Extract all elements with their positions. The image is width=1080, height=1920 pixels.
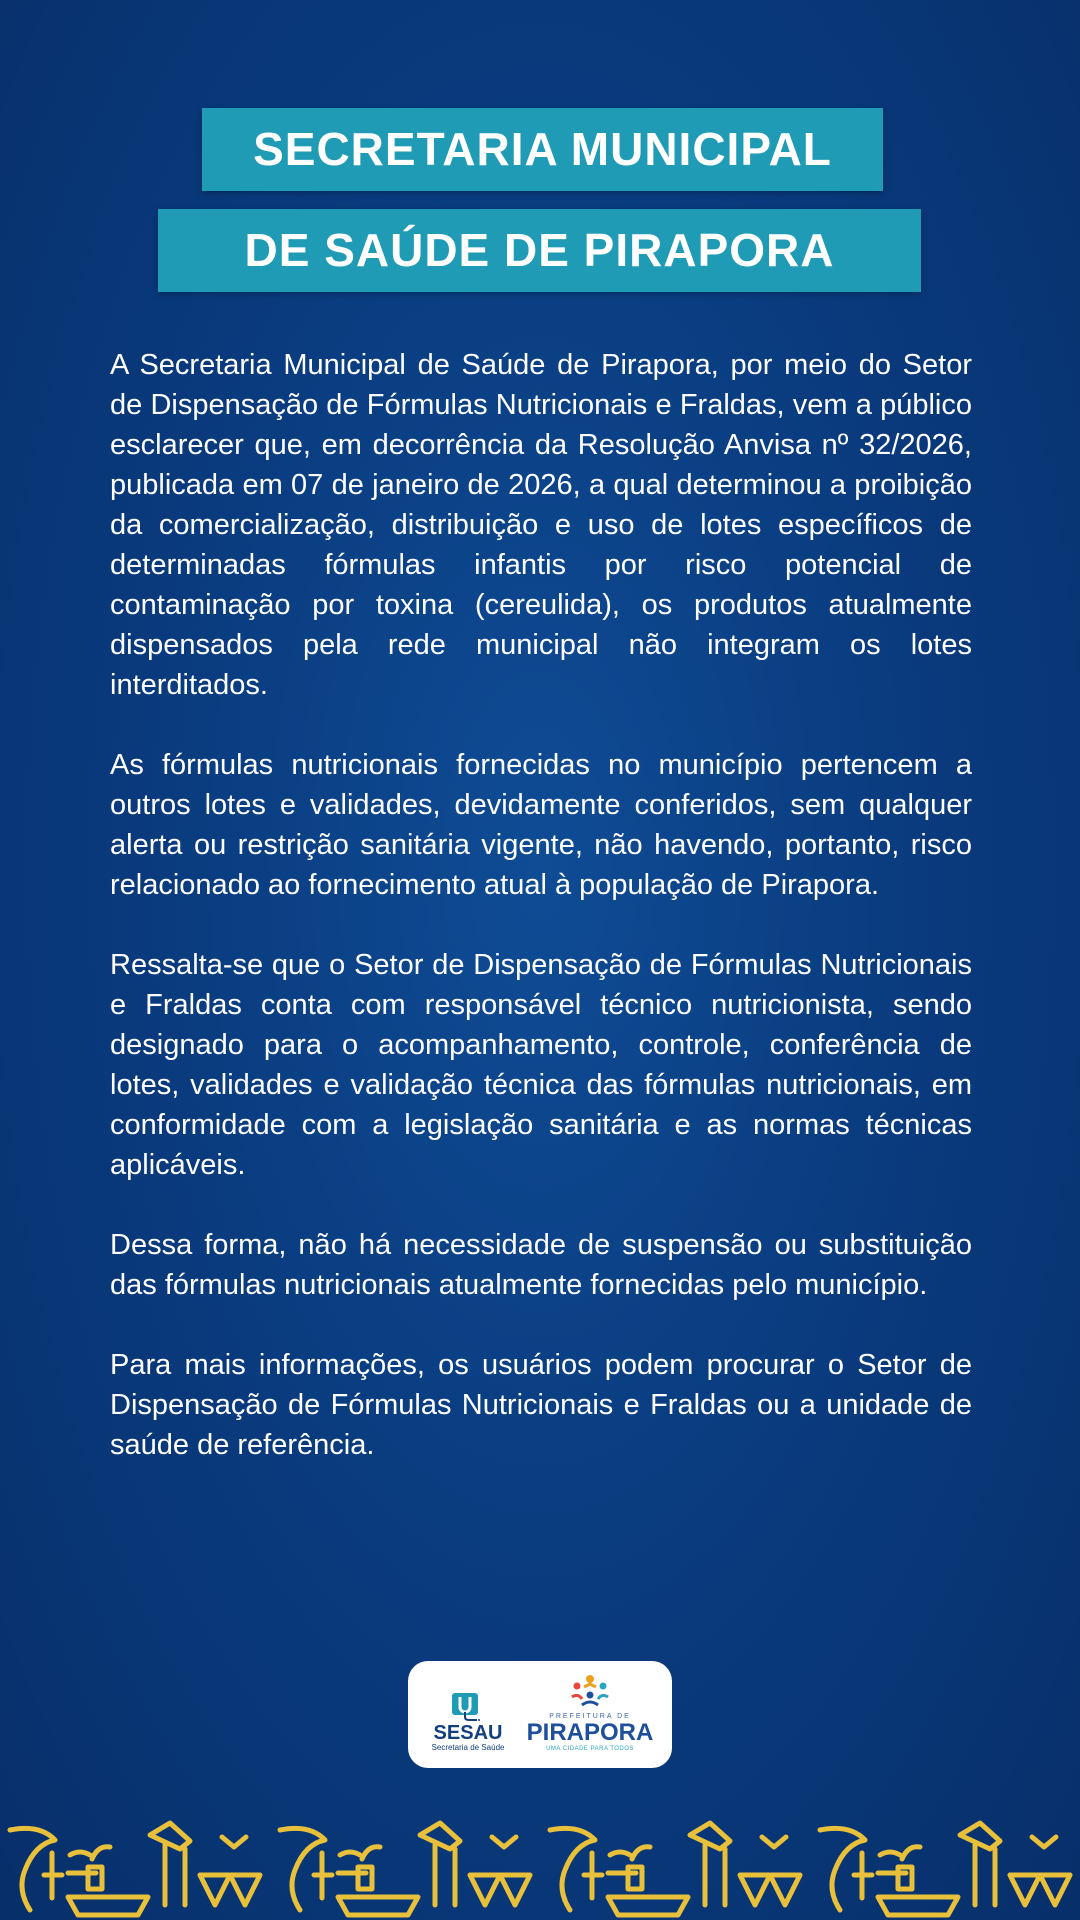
paragraph-technical-responsible: Ressalta-se que o Setor de Dispensação de Fórmulas Nutricionais e Fraldas conta com responsável técnico nutricionista, sendo designado para o acompanhamento, controle, conferência de lotes, validades e validação técnica das fórmulas nutricionais, em conformidade com a legislação sanitária e as normas técnicas aplicáveis. xyxy=(110,949,972,1181)
sesau-logo-icon xyxy=(446,1691,490,1721)
pirapora-logo-icon xyxy=(568,1673,612,1711)
sesau-logo xyxy=(430,1691,506,1753)
sesau-logo-subtitle: Secretaria de Saúde xyxy=(431,1743,505,1752)
pirapora-logo-name: PIRAPORA xyxy=(526,1719,654,1746)
logos-card xyxy=(408,1661,672,1768)
paragraph-lots: As fórmulas nutricionais fornecidas no município pertencem a outros lotes e validades, devidamente conferidos, sem qualquer alerta ou restrição sanitária vigente, não havendo, portanto, risco relacionado ao fornecimento atual à população de Pirapora. xyxy=(110,749,972,901)
page-title-line-1: SECRETARIA MUNICIPAL xyxy=(202,108,883,191)
pirapora-logo-prefix: PREFEITURA DE xyxy=(549,1713,631,1720)
page-title-line-2: DE SAÚDE DE PIRAPORA xyxy=(158,209,921,292)
sesau-logo-name: SESAU xyxy=(433,1722,503,1744)
paragraph-resolution: A Secretaria Municipal de Saúde de Pirapora, por meio do Setor de Dispensação de Fórmulas Nutricionais e Fraldas, vem a público esclarecer que, em decorrência da Resolução Anvisa nº 32/2026, publicada em 07 de janeiro de 2026, a qual determinou a proibição da comercialização, distribuição e uso de lotes específicos de determinadas fórmulas infantis por risco potencial de contaminação por toxina (cereulida), os produtos atualmente dispensados pela rede municipal não integram os lotes interditados. xyxy=(110,349,972,701)
paragraph-no-suspension: Dessa forma, não há necessidade de suspensão ou substituição das fórmulas nutricionais atualmente fornecidas pelo município. xyxy=(110,1229,972,1301)
notice-body xyxy=(110,345,972,1505)
pirapora-logo xyxy=(520,1673,660,1753)
paragraph-more-info: Para mais informações, os usuários podem procurar o Setor de Dispensação de Fórmulas Nutricionais e Fraldas ou a unidade de saúde de referência. xyxy=(110,1349,972,1461)
pirapora-logo-slogan: UMA CIDADE PARA TODOS xyxy=(546,1746,634,1752)
city-landmarks-border-icon xyxy=(0,1815,1080,1920)
